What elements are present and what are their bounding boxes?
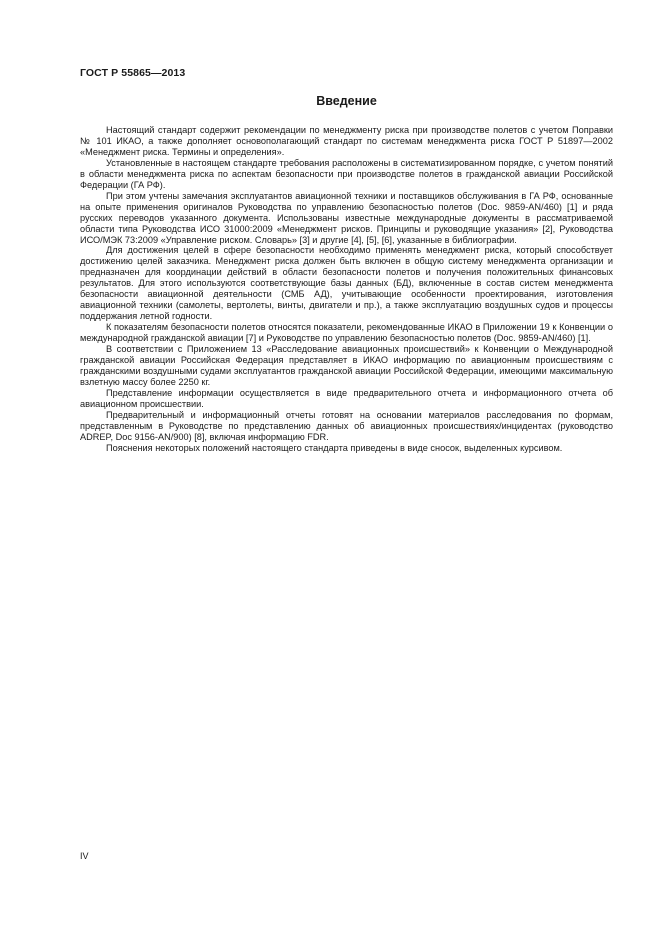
paragraph-1: Настоящий стандарт содержит рекомендации по менеджменту риска при производстве полетов с учетом Поправки № 101 ИКАО, а также дополняет основополагающий стандарт по системам менеджмента риска ГОСТ Р 51897—2002 «Менеджмент риска. Термины и определения». — [80, 125, 613, 157]
paragraph-3: При этом учтены замечания эксплуатантов авиационной техники и поставщиков обслуживания в ГА РФ, основанные на опыте применения оригиналов Руководства по управлению безопасностью полетов (Doc. 9859-AN/460) [1] и ряда русских переводов указанного документа. Использованы известные международные документы в рассматриваемой области типа Руководства ИСО 31000:2009 «Менеджмент рисков. Принципы и руководящие указания» [2], Руководства ИСО/МЭК 73:2009 «Управление риском. Словарь» [3] и другие [4], [5], [6], указанные в библиографии. — [80, 190, 613, 245]
paragraph-7: Представление информации осуществляется в виде предварительного отчета и информационного отчета об авиационном происшествии. — [80, 387, 613, 409]
section-title: Введение — [316, 94, 377, 108]
paragraph-5: К показателям безопасности полетов относятся показатели, рекомендованные ИКАО в Приложении 19 к Конвенции о международной гражданской авиации [7] и Руководстве по управлению безопасностью полетов (Doc. 9859-AN/460) [1]. — [80, 322, 613, 344]
paragraph-9: Пояснения некоторых положений настоящего стандарта приведены в виде сносок, выделенных курсивом. — [106, 442, 563, 453]
paragraph-4: Для достижения целей в сфере безопасности необходимо применять менеджмент риска, который способствует достижению целей заказчика. Менеджмент риска должен быть включен в общую систему менеджмента организации и предназначен для координации действий в области безопасности полетов и получения положительных финансовых результатов. Для этого используются соответствующие базы данных (БД), включенные в состав систем менеджмента безопасности авиационной деятельности (СМБ АД), учитывающие особенности проектирования, изготовления авиационной техники (самолеты, вертолеты, винты, двигатели и пр.), а также эксплуатацию воздушных судов и процессы поддержания летной годности. — [80, 245, 613, 322]
page-header-standard-number: ГОСТ Р 55865—2013 — [80, 67, 186, 79]
paragraph-6: В соответствии с Приложением 13 «Расследование авиационных происшествий» к Конвенции о Международной гражданской авиации Российская Федерация представляет в ИКАО информацию по авиационным происшествиям с гражданскими воздушными судами эксплуатантов гражданской авиации Российской Федерации, имеющими максимальную взлетную массу более 2250 кг. — [80, 344, 613, 387]
paragraph-8: Предварительный и информационный отчеты готовят на основании материалов расследования по формам, представленным в Руководстве по представлению данных об авиационных происшествиях/инцидентах (руководство ADREP, Doc 9156-AN/900) [8], включая информацию FDR. — [80, 409, 613, 442]
paragraph-2: Установленные в настоящем стандарте требования расположены в систематизированном порядке, с учетом понятий в области менеджмента риска по аспектам безопасности при производстве полетов в гражданской авиации Российской Федерации (ГА РФ). — [80, 157, 613, 190]
body-text — [80, 125, 613, 454]
page-number: IV — [80, 851, 89, 861]
